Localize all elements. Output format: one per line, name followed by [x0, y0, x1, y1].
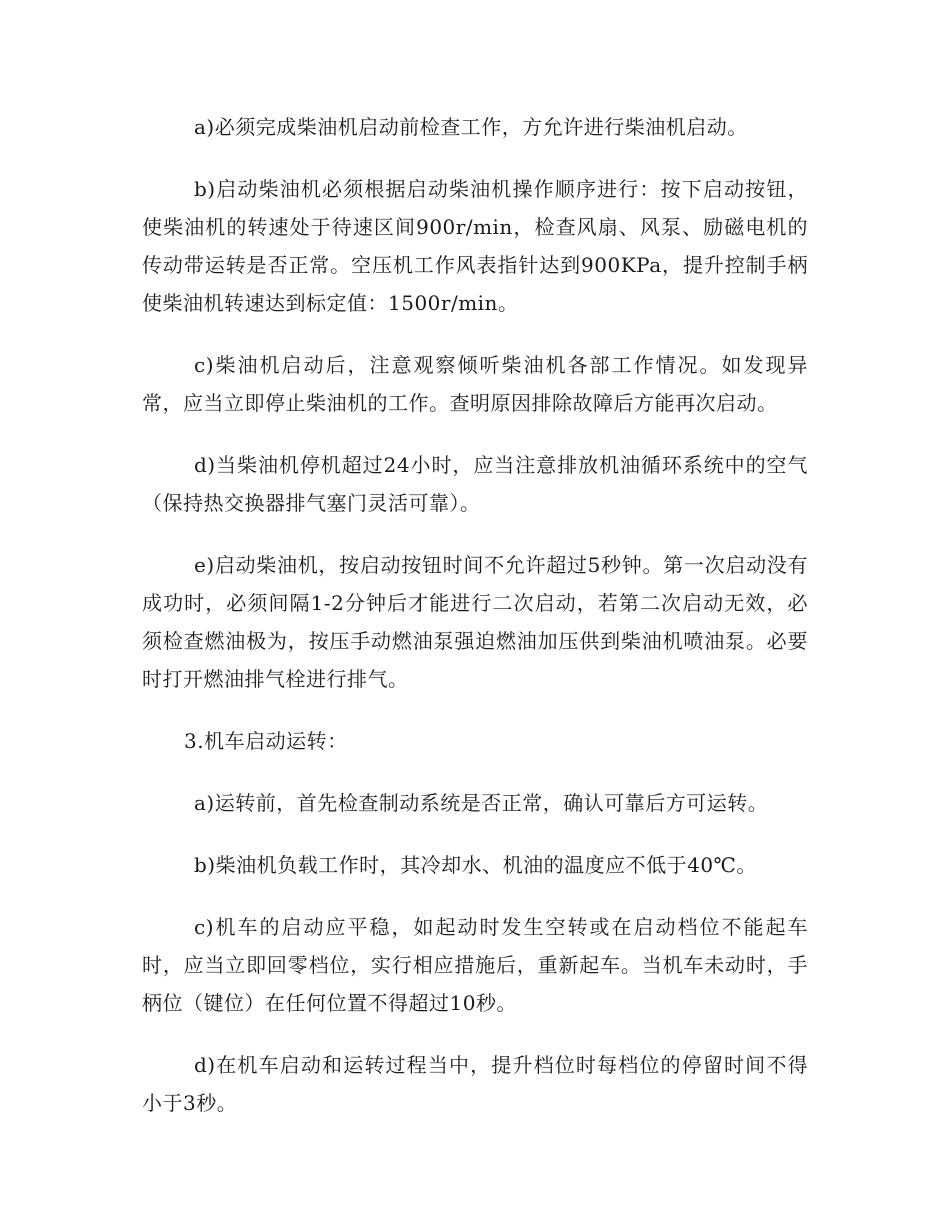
paragraph-d-long-shutdown: d)当柴油机停机超过24小时，应当注意排放机油循环系统中的空气（保持热交换器排气塞门灵活可靠）。 — [142, 453, 808, 515]
paragraph-a-startup-check: a)必须完成柴油机启动前检查工作，方允许进行柴油机启动。 — [194, 115, 748, 139]
paragraph-d-gear-dwell-time: d)在机车启动和运转过程当中，提升档位时每档位的停留时间不得小于3秒。 — [142, 1053, 808, 1115]
document-body — [142, 108, 808, 1146]
paragraph-c-smooth-start: c)机车的启动应平稳，如起动时发生空转或在启动档位不能起车时，应当立即回零档位，实行相应措施后，重新起车。当机车未动时，手柄位（键位）在任何位置不得超过10秒。 — [142, 915, 808, 1015]
paragraph-b-load-temperature: b)柴油机负载工作时，其冷却水、机油的温度应不低于40℃。 — [194, 853, 757, 877]
paragraph-b-startup-procedure: b)启动柴油机必须根据启动柴油机操作顺序进行：按下启动按钮，使柴油机的转速处于待速区间900r/min，检查风扇、风泵、励磁电机的传动带运转是否正常。空压机工作风表指针达到900KPa，提升控制手柄使柴油机转速达到标定值：1500r/min。 — [142, 177, 808, 315]
paragraph-e-start-button: e)启动柴油机，按启动按钮时间不允许超过5秒钟。第一次启动没有成功时，必须间隔1-2分钟后才能进行二次启动，若第二次启动无效，必须检查燃油极为，按压手动燃油泵强迫燃油加压供到柴油机喷油泵。必要时打开燃油排气栓进行排气。 — [142, 553, 808, 691]
section-heading-locomotive-start: 3.机车启动运转： — [184, 729, 348, 753]
paragraph-a-pre-run-brake-check: a)运转前，首先检查制动系统是否正常，确认可靠后方可运转。 — [194, 791, 769, 815]
paragraph-c-post-startup: c)柴油机启动后，注意观察倾听柴油机各部工作情况。如发现异常，应当立即停止柴油机的工作。查明原因排除故障后方能再次启动。 — [142, 353, 808, 415]
